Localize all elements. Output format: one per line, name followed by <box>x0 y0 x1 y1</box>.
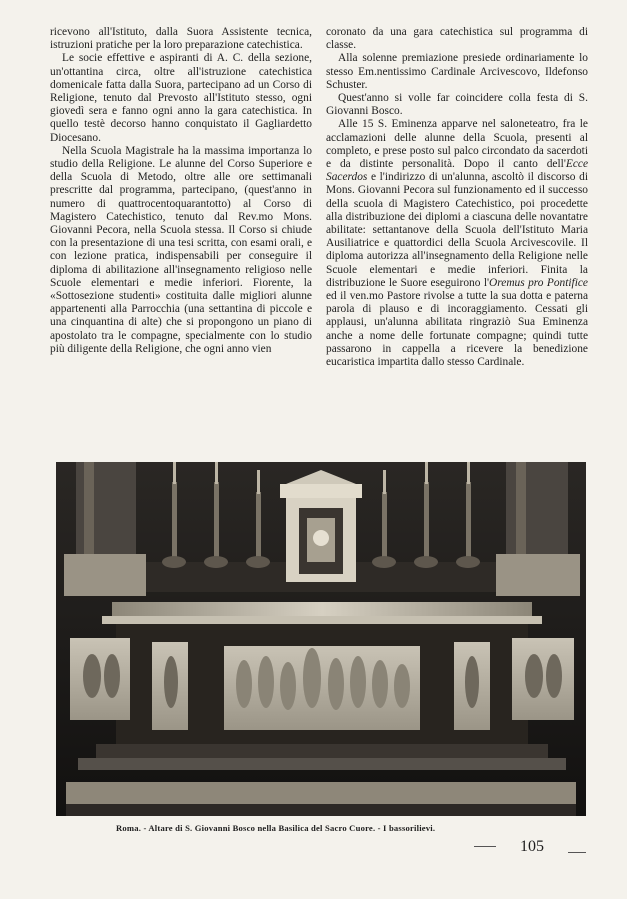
altar-photo-drawing <box>56 462 586 816</box>
altar-photo <box>56 462 586 816</box>
paragraph-text: Alle 15 S. Eminenza apparve nel saloneteatro, fra le acclamazioni delle alunne della Scuola, presenti al completo, e prese posto sul palco circondato da sacerdoti e da distinte personalità. Dopo il canto dell' <box>326 118 588 171</box>
right-paragraph-1: coronato da una gara catechistica sul programma di classe. <box>326 26 588 52</box>
right-paragraph-4 <box>326 118 588 369</box>
left-paragraph-1: ricevono all'Istituto, dalla Suora Assistente tecnica, istruzioni pratiche per la loro preparazione catechistica. <box>50 26 312 52</box>
decorative-dash <box>568 852 586 853</box>
paragraph-text: e l'indirizzo di un'alunna, ascoltò il discorso di Mons. Giovanni Pecora sul funzionamento ed il successo della scuola di Magistero Catechistico, poi procedette alla distribuzione dei diplomi a ciascuna delle novantatre abilitate: settantanove della Scuola dell'Istituto Maria Ausiliatrice e quattordici della Scuola Arcivescovile. Il diploma autorizza all'insegnamento della Religione nelle Scuole elementari e medie inferiori. Finita la distribuzione le Suore eseguirono l' <box>326 171 588 289</box>
photo-caption: Roma. - Altare di S. Giovanni Bosco nella Basilica del Sacro Cuore. - I bassorilievi. <box>116 823 436 833</box>
page-number: 105 <box>520 838 544 855</box>
text-columns <box>50 26 588 454</box>
right-paragraph-2: Alla solenne premiazione presiede ordinariamente lo stesso Em.nentissimo Cardinale Arcivescovo, Ildefonso Schuster. <box>326 52 588 91</box>
right-paragraph-3: Quest'anno si volle far coincidere colla festa di S. Giovanni Bosco. <box>326 92 588 118</box>
italic-ecce-sacerdos: Ecce Sacerdos <box>326 158 588 184</box>
left-paragraph-2: Le socie effettive e aspiranti di A. C. della sezione, un'ottantina circa, oltre all'istruzione catechistica domenicale fatta dalla Suora, partecipano ad un Corso di Religione, tenuto dal Prevosto all'Istituto stesso, ogni giovedì sera e fanno ogni anno la gara catechistica. In quello testè decorso hanno conquistato il Gagliardetto Diocesano. <box>50 52 312 144</box>
italic-oremus: Oremus pro Pontifice <box>489 276 588 289</box>
left-column <box>50 26 312 454</box>
decorative-dash <box>474 846 496 847</box>
right-column <box>326 26 588 454</box>
paragraph-text: ed il ven.mo Pastore rivolse a tutte la sua dotta e paterna parola di plauso e di incoraggiamento. Cessati gli applausi, un'alunna abilitata ringraziò Sua Eminenza anche a nome delle fortunate compagne; quindi tutte passarono in cappella a ricevere la benedizione eucaristica impartita dallo stesso Cardinale. <box>326 290 588 369</box>
left-paragraph-3: Nella Scuola Magistrale ha la massima importanza lo studio della Religione. Le alunne del Corso Superiore e della Scuola di Metodo, oltre alle ore settimanali prescritte dal programma, partecipano, (quest'anno in numero di quattrocentoquarantotto) al Corso di Magistero Catechistico, tenuto dal Rev.mo Mons. Giovanni Pecora, nella Scuola stessa. Il Corso si chiude con la presentazione di una tesi scritta, con esami orali, e con lezione pratica, indispensabili per conseguire il diploma di abilitazione all'insegnamento religioso nelle Scuole elementari e medie inferiori. Fiorente, la «Sottosezione studenti» costituita dalle migliori alunne appartenenti alla Parrocchia (una settantina di piccole e una cinquantina di alte) che si propongono un piano di apostolato tra le compagne, specialmente con lo studio più diligente della Religione, che ogni anno vien <box>50 144 312 355</box>
